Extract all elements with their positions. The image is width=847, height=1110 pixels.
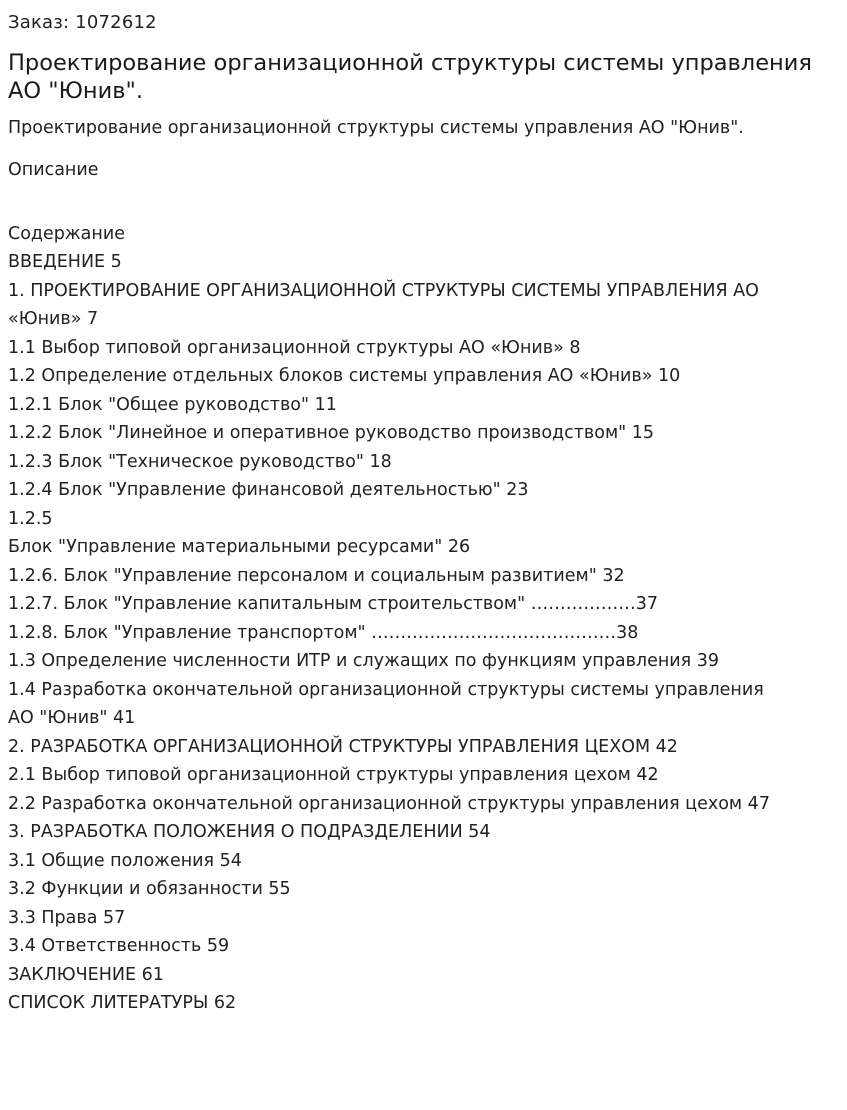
order-number: Заказ: 1072612 — [8, 12, 157, 33]
toc-heading: Содержание — [8, 224, 125, 244]
toc-line: 1.2.6. Блок "Управление персоналом и социальным развитием" 32 — [8, 565, 625, 586]
toc-line: 1.2.8. Блок "Управление транспортом" ……………………………………38 — [8, 622, 639, 643]
toc-line: 1.3 Определение численности ИТР и служащих по функциям управления 39 — [8, 651, 720, 671]
toc-line: 3.4 Ответственность 59 — [8, 936, 230, 956]
toc-line: ВВЕДЕНИЕ 5 — [8, 252, 122, 272]
toc-line: «Юнив» 7 — [8, 309, 99, 329]
toc-line: 3.3 Права 57 — [8, 907, 126, 928]
toc-line: 1. ПРОЕКТИРОВАНИЕ ОРГАНИЗАЦИОННОЙ СТРУКТУРЫ СИСТЕМЫ УПРАВЛЕНИЯ АО — [8, 280, 759, 301]
toc-line: 3.1 Общие положения 54 — [8, 850, 242, 871]
toc-line: Блок "Управление материальными ресурсами" 26 — [8, 537, 471, 557]
toc-line: 1.2.1 Блок "Общее руководство" 11 — [8, 394, 337, 415]
toc-line: 1.2.7. Блок "Управление капитальным строительством" ………………37 — [8, 594, 659, 614]
table-of-contents — [8, 248, 839, 1018]
toc-line: 1.2.2 Блок "Линейное и оперативное руководство производством" 15 — [8, 423, 655, 443]
description-label: Описание — [8, 160, 99, 180]
toc-line: 3.2 Функции и обязанности 55 — [8, 879, 291, 899]
page-title: Проектирование организационной структуры системы управления АО "Юнив". — [8, 50, 812, 104]
toc-line: 1.1 Выбор типовой организационной структуры АО «Юнив» 8 — [8, 337, 581, 358]
toc-line: СПИСОК ЛИТЕРАТУРЫ 62 — [8, 993, 237, 1013]
page-subtitle: Проектирование организационной структуры системы управления АО "Юнив". — [8, 118, 744, 138]
toc-line: 1.2.4 Блок "Управление финансовой деятельностью" 23 — [8, 480, 529, 500]
toc-line: ЗАКЛЮЧЕНИЕ 61 — [8, 964, 164, 985]
toc-line: 2.1 Выбор типовой организационной структуры управления цехом 42 — [8, 765, 659, 785]
toc-line: 1.2 Определение отдельных блоков системы управления АО «Юнив» 10 — [8, 366, 681, 386]
toc-line: 1.4 Разработка окончательной организационной структуры системы управления — [8, 679, 764, 700]
toc-line: 1.2.3 Блок "Техническое руководство" 18 — [8, 451, 392, 472]
toc-line: 2. РАЗРАБОТКА ОРГАНИЗАЦИОННОЙ СТРУКТУРЫ УПРАВЛЕНИЯ ЦЕХОМ 42 — [8, 736, 678, 757]
toc-line: 3. РАЗРАБОТКА ПОЛОЖЕНИЯ О ПОДРАЗДЕЛЕНИИ 54 — [8, 822, 491, 842]
toc-line: 1.2.5 — [8, 508, 53, 529]
toc-line: 2.2 Разработка окончательной организационной структуры управления цехом 47 — [8, 793, 770, 814]
toc-line: АО "Юнив" 41 — [8, 708, 136, 728]
